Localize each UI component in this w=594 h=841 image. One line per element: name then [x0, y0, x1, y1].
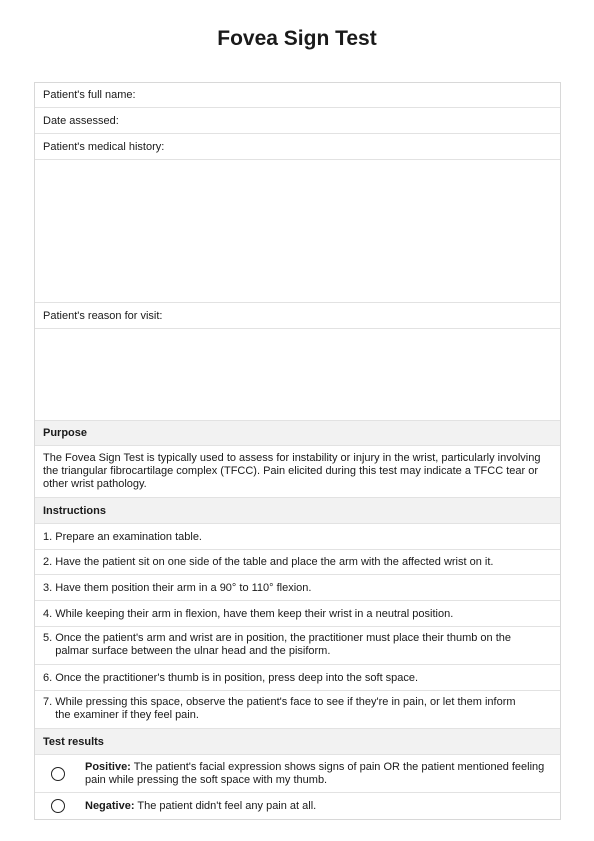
negative-result-text: [85, 800, 316, 813]
reason-for-visit-label: Patient's reason for visit:: [43, 309, 163, 322]
test-results-heading-text: Test results: [43, 735, 104, 748]
instruction-step: [35, 550, 560, 575]
medical-history-label-row: [35, 134, 560, 160]
negative-radio-button[interactable]: [51, 799, 65, 813]
assessment-form: [34, 82, 561, 820]
medical-history-input-area[interactable]: [35, 160, 560, 303]
instruction-step: [35, 665, 560, 691]
page-title: Fovea Sign Test: [217, 27, 377, 50]
positive-result-text: [85, 761, 552, 787]
negative-result-option[interactable]: [35, 793, 560, 819]
medical-history-label: Patient's medical history:: [43, 140, 165, 153]
instructions-heading-text: Instructions: [43, 504, 106, 517]
instruction-step-text: 3. Have them position their arm in a 90° to 110° flexion.: [43, 581, 312, 594]
instruction-step: [35, 575, 560, 601]
full-name-label: Patient's full name:: [43, 89, 136, 101]
positive-description: The patient's facial expression shows signs of pain OR the patient mentioned feeling pain while pressing the soft space with my thumb.: [85, 760, 545, 786]
instruction-step: [35, 601, 560, 627]
instructions-heading: [35, 498, 560, 524]
positive-result-option[interactable]: [35, 755, 560, 793]
purpose-text: The Fovea Sign Test is typically used to assess for instability or injury in the wrist, particularly involving the triangular fibrocartilage complex (TFCC). Pain elicited during this test may indicate a TFCC tear or other wrist pathology.: [43, 452, 541, 490]
test-results-heading: [35, 729, 560, 755]
date-assessed-label: Date assessed:: [43, 114, 119, 127]
positive-label: Positive:: [85, 760, 131, 773]
purpose-heading: [35, 421, 560, 446]
date-assessed-field[interactable]: [35, 108, 560, 134]
instruction-step: [35, 691, 560, 729]
instruction-step-text: 6. Once the practitioner's thumb is in position, press deep into the soft space.: [43, 671, 419, 684]
full-name-field[interactable]: [35, 83, 560, 108]
reason-for-visit-label-row: [35, 303, 560, 329]
instruction-step-text: 2. Have the patient sit on one side of the table and place the arm with the affected wrist on it.: [43, 556, 494, 568]
instruction-step-text: 4. While keeping their arm in flexion, have them keep their wrist in a neutral position.: [43, 607, 454, 620]
instruction-step-text: 7. While pressing this space, observe the patient's face to see if they're in pain, or let them inform the examiner if they feel pain.: [43, 696, 516, 721]
instruction-step-text: 5. Once the patient's arm and wrist are in position, the practitioner must place their thumb on the palmar surface between the ulnar head and the pisiform.: [43, 632, 512, 657]
negative-description: The patient didn't feel any pain at all.: [137, 799, 317, 812]
instruction-step: [35, 524, 560, 550]
reason-for-visit-input-area[interactable]: [35, 329, 560, 421]
negative-label: Negative:: [85, 799, 135, 812]
purpose-section: [35, 446, 560, 498]
positive-radio-button[interactable]: [51, 767, 65, 781]
instruction-step-text: 1. Prepare an examination table.: [43, 530, 202, 543]
instruction-step: [35, 627, 560, 665]
purpose-heading-text: Purpose: [43, 427, 88, 439]
